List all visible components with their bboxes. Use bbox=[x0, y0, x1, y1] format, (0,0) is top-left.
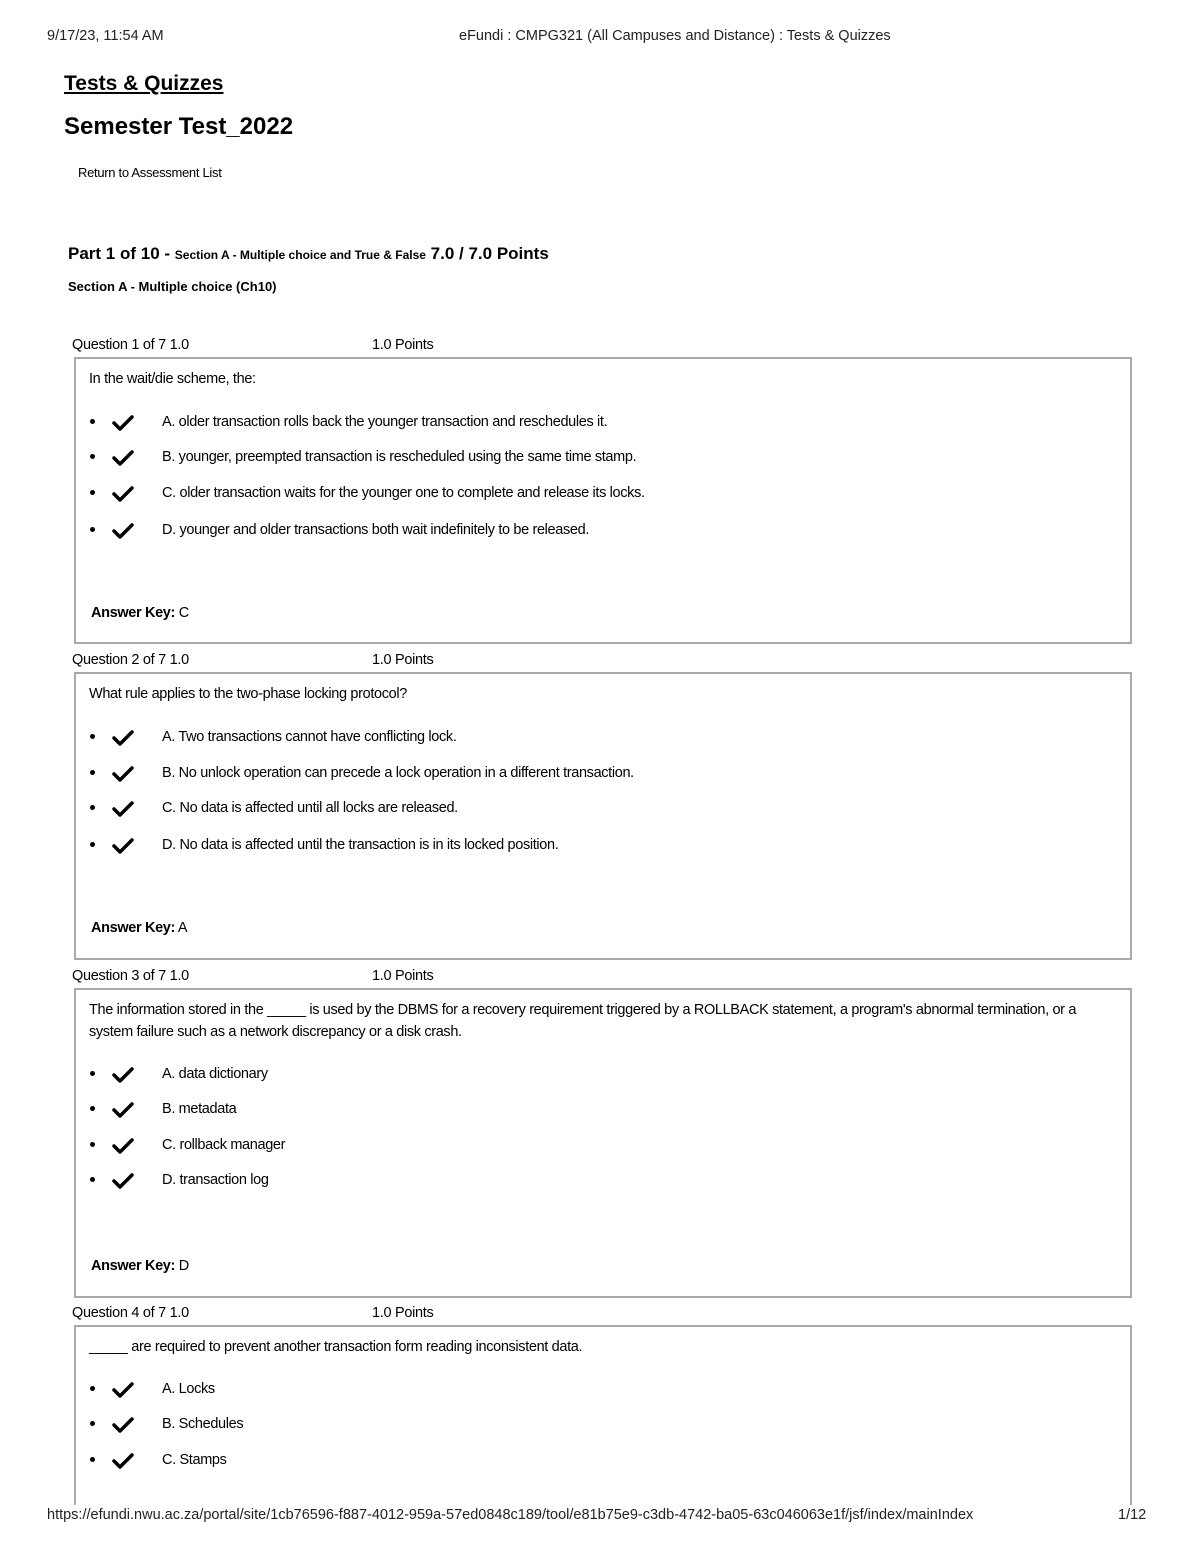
bullet-icon bbox=[90, 1457, 95, 1462]
checkmark-icon bbox=[112, 1416, 134, 1434]
answer-key: Answer Key: C bbox=[91, 605, 189, 621]
question-label: Question 3 of 7 1.0 1.0 Points bbox=[72, 968, 434, 984]
question-points: 1.0 Points bbox=[372, 337, 434, 353]
part-score: 7.0 / 7.0 Points bbox=[430, 244, 549, 263]
question-text: _____ are required to prevent another transaction form reading inconsistent data. bbox=[89, 1339, 583, 1355]
question-text: The information stored in the _____ is used by the DBMS for a recovery requirement triggered by a ROLLBACK statement, a program's abnormal termination, or a system failure such as a network discrepancy or a disk crash. bbox=[89, 1002, 1077, 1040]
checkmark-icon bbox=[112, 485, 134, 503]
print-date: 9/17/23, 11:54 AM bbox=[47, 28, 164, 44]
question-box: The information stored in the _____ is used by the DBMS for a recovery requirement triggered by a ROLLBACK statement, a program's abnormal termination, or a system failure such as a network discrepancy or a disk crash. A. data dictionary B. metadata C. rollback manager D. transaction log Answer Key: D bbox=[74, 988, 1132, 1298]
checkmark-icon bbox=[112, 1172, 134, 1190]
answer-key-value: A bbox=[177, 920, 188, 936]
bullet-icon bbox=[90, 419, 95, 424]
answer-key: Answer Key: A bbox=[91, 920, 188, 936]
bullet-icon bbox=[90, 1386, 95, 1391]
answer-key-value: D bbox=[178, 1258, 189, 1274]
question-text: What rule applies to the two-phase locking protocol? bbox=[89, 686, 407, 702]
bullet-icon bbox=[90, 490, 95, 495]
question-label: Question 1 of 7 1.0 1.0 Points bbox=[72, 337, 434, 353]
answer-key-value: C bbox=[178, 605, 189, 621]
question-label: Question 2 of 7 1.0 1.0 Points bbox=[72, 652, 434, 668]
answer-key: Answer Key: D bbox=[91, 1258, 189, 1274]
test-title: Semester Test_2022 bbox=[64, 113, 294, 140]
question-points: 1.0 Points bbox=[372, 1305, 434, 1321]
bullet-icon bbox=[90, 1421, 95, 1426]
question-text: In the wait/die scheme, the: bbox=[89, 371, 256, 387]
print-page-title: eFundi : CMPG321 (All Campuses and Distance) : Tests & Quizzes bbox=[459, 28, 891, 44]
section-title: Section A - Multiple choice (Ch10) bbox=[68, 279, 277, 294]
print-header bbox=[0, 28, 1200, 48]
checkmark-icon bbox=[112, 837, 134, 855]
checkmark-icon bbox=[112, 449, 134, 467]
checkmark-icon bbox=[112, 765, 134, 783]
return-to-assessment-list-link[interactable]: Return to Assessment List bbox=[78, 165, 222, 180]
checkmark-icon bbox=[112, 1381, 134, 1399]
print-url: https://efundi.nwu.ac.za/portal/site/1cb76596-f887-4012-959a-57ed0848c189/tool/e81b75e9-c3db-4742-ba05-63c046063e1f/jsf/index/mainIndex bbox=[47, 1507, 974, 1523]
tests-quizzes-link[interactable]: Tests & Quizzes bbox=[64, 72, 224, 95]
print-footer bbox=[0, 1507, 1200, 1527]
checkmark-icon bbox=[112, 1137, 134, 1155]
bullet-icon bbox=[90, 805, 95, 810]
question-points: 1.0 Points bbox=[372, 652, 434, 668]
bullet-icon bbox=[90, 770, 95, 775]
checkmark-icon bbox=[112, 1066, 134, 1084]
question-box: In the wait/die scheme, the: A. older transaction rolls back the younger transaction and reschedules it. B. younger, preempted transaction is rescheduled using the same time stamp. C. older transaction waits for the younger one to complete and release its locks. D. younger and older transactions both wait indefinitely to be released. Answer Key: C bbox=[74, 357, 1132, 644]
bullet-icon bbox=[90, 1177, 95, 1182]
part-header bbox=[68, 244, 549, 264]
bullet-icon bbox=[90, 1106, 95, 1111]
bullet-icon bbox=[90, 454, 95, 459]
question-box: _____ are required to prevent another transaction form reading inconsistent data. A. Locks B. Schedules C. Stamps bbox=[74, 1325, 1132, 1505]
bullet-icon bbox=[90, 734, 95, 739]
question-label: Question 4 of 7 1.0 1.0 Points bbox=[72, 1305, 434, 1321]
bullet-icon bbox=[90, 527, 95, 532]
checkmark-icon bbox=[112, 1452, 134, 1470]
checkmark-icon bbox=[112, 1101, 134, 1119]
bullet-icon bbox=[90, 1142, 95, 1147]
question-points: 1.0 Points bbox=[372, 968, 434, 984]
checkmark-icon bbox=[112, 800, 134, 818]
checkmark-icon bbox=[112, 414, 134, 432]
bullet-icon bbox=[90, 1071, 95, 1076]
question-box: What rule applies to the two-phase locking protocol? A. Two transactions cannot have conflicting lock. B. No unlock operation can precede a lock operation in a different transaction. C. No data is affected until all locks are released. D. No data is affected until the transaction is in its locked position. Answer Key: A bbox=[74, 672, 1132, 960]
page-number: 1/12 bbox=[1118, 1507, 1147, 1523]
part-label: Part 1 of 10 - bbox=[68, 244, 171, 263]
bullet-icon bbox=[90, 842, 95, 847]
part-section-name: Section A - Multiple choice and True & False bbox=[174, 248, 426, 262]
checkmark-icon bbox=[112, 522, 134, 540]
checkmark-icon bbox=[112, 729, 134, 747]
